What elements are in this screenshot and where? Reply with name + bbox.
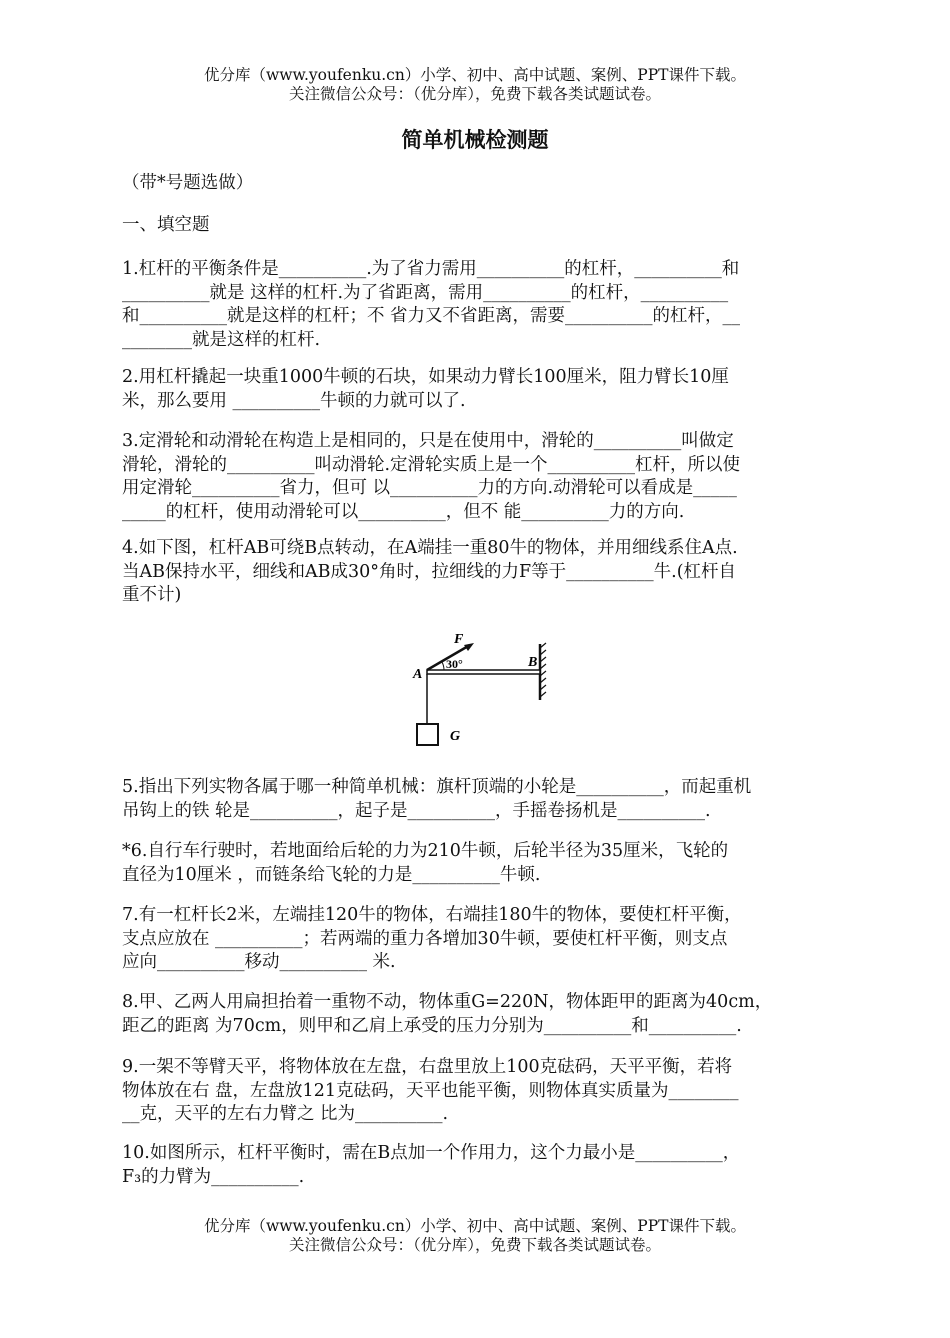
question-5: 5.指出下列实物各属于哪一种简单机械：旗杆顶端的小轮是__________，而起重机 吊钩上的铁 轮是__________，起子是__________，手摇卷扬机是__________. xyxy=(122,777,752,821)
weight-block xyxy=(417,724,438,745)
note: （带*号题选做） xyxy=(122,173,254,193)
force-arrowhead xyxy=(464,643,474,651)
question-10: 10.如图所示，杠杆平衡时，需在B点加一个作用力，这个力最小是__________， F₃的力臂为__________. xyxy=(122,1143,741,1187)
lever-bar xyxy=(427,670,540,674)
footer-line-1: 优分库（www.youfenku.cn）小学、初中、高中试题、案例、PPT课件下载。 xyxy=(203,1217,747,1235)
question-4: 4.如下图，杠杆AB可绕B点转动，在A端挂一重80牛的物体，并用细线系住A点. 当AB保持水平，细线和AB成30°角时，拉细线的力F等于__________牛.(杠杆自 重不计) xyxy=(122,538,738,605)
footer-line-2: 关注微信公众号：（优分库），免费下载各类试题试卷。 xyxy=(288,1236,661,1254)
question-2: 2.用杠杆撬起一块重1000牛顿的石块，如果动力臂长100厘米，阻力臂长10厘 米，那么要用 __________牛顿的力就可以了. xyxy=(122,367,729,411)
label-g: G xyxy=(450,729,461,744)
page-header xyxy=(0,66,950,104)
header-line-1: 优分库（www.youfenku.cn）小学、初中、高中试题、案例、PPT课件下载。 xyxy=(203,66,747,84)
question-7: 7.有一杠杆长2米，左端挂120牛的物体，右端挂180牛的物体，要使杠杆平衡， 支点应放在 __________；若两端的重力各增加30牛顿，要使杠杆平衡，则支点 应向__________移动__________ 米. xyxy=(122,905,742,972)
label-b: B xyxy=(528,655,538,670)
label-a: A xyxy=(413,667,423,682)
section-heading: 一、填空题 xyxy=(122,215,210,235)
angle-arc xyxy=(442,662,444,671)
question-8: 8.甲、乙两人用扁担抬着一重物不动，物体重G=220N，物体距甲的距离为40cm， 距乙的距离 为70cm，则甲和乙肩上承受的压力分别为__________和__________. xyxy=(122,992,773,1036)
question-6: *6.自行车行驶时，若地面给后轮的力为210牛顿，后轮半径为35厘米，飞轮的 直径为10厘米 ，而链条给飞轮的力是__________牛顿. xyxy=(122,841,729,885)
question-9: 9.一架不等臂天平，将物体放在左盘，右盘里放上100克砝码，天平平衡，若将 物体放在右 盘，左盘放121克砝码，天平也能平衡，则物体真实质量为________ __克，天平的左右力臂之 比为__________. xyxy=(122,1057,739,1124)
page-title: 简单机械检测题 xyxy=(401,128,549,152)
lever-figure xyxy=(412,628,552,753)
header-line-2: 关注微信公众号：（优分库），免费下载各类试题试卷。 xyxy=(288,85,661,103)
page-footer xyxy=(0,1217,950,1255)
question-3: 3.定滑轮和动滑轮在构造上是相同的，只是在使用中，滑轮的__________叫做定 滑轮，滑轮的__________叫动滑轮.定滑轮实质上是一个__________杠杆，所以使 用定滑轮__________省力，但可 以__________力的方向.动滑轮可以看成是_____ _____的杠杆，使用动滑轮可以__________，但不 能__________力的方向. xyxy=(122,431,741,522)
question-1: 1.杠杆的平衡条件是__________.为了省力需用__________的杠杆，__________和 __________就是 这样的杠杆.为了省距离，需用__________的杠杆，__________ 和__________就是这样的杠杆；不 省力又不省距离，需要__________的杠杆，__ ________就是这样的杠杆. xyxy=(122,259,741,350)
label-f: F xyxy=(454,632,464,647)
label-angle: 30° xyxy=(446,657,463,671)
